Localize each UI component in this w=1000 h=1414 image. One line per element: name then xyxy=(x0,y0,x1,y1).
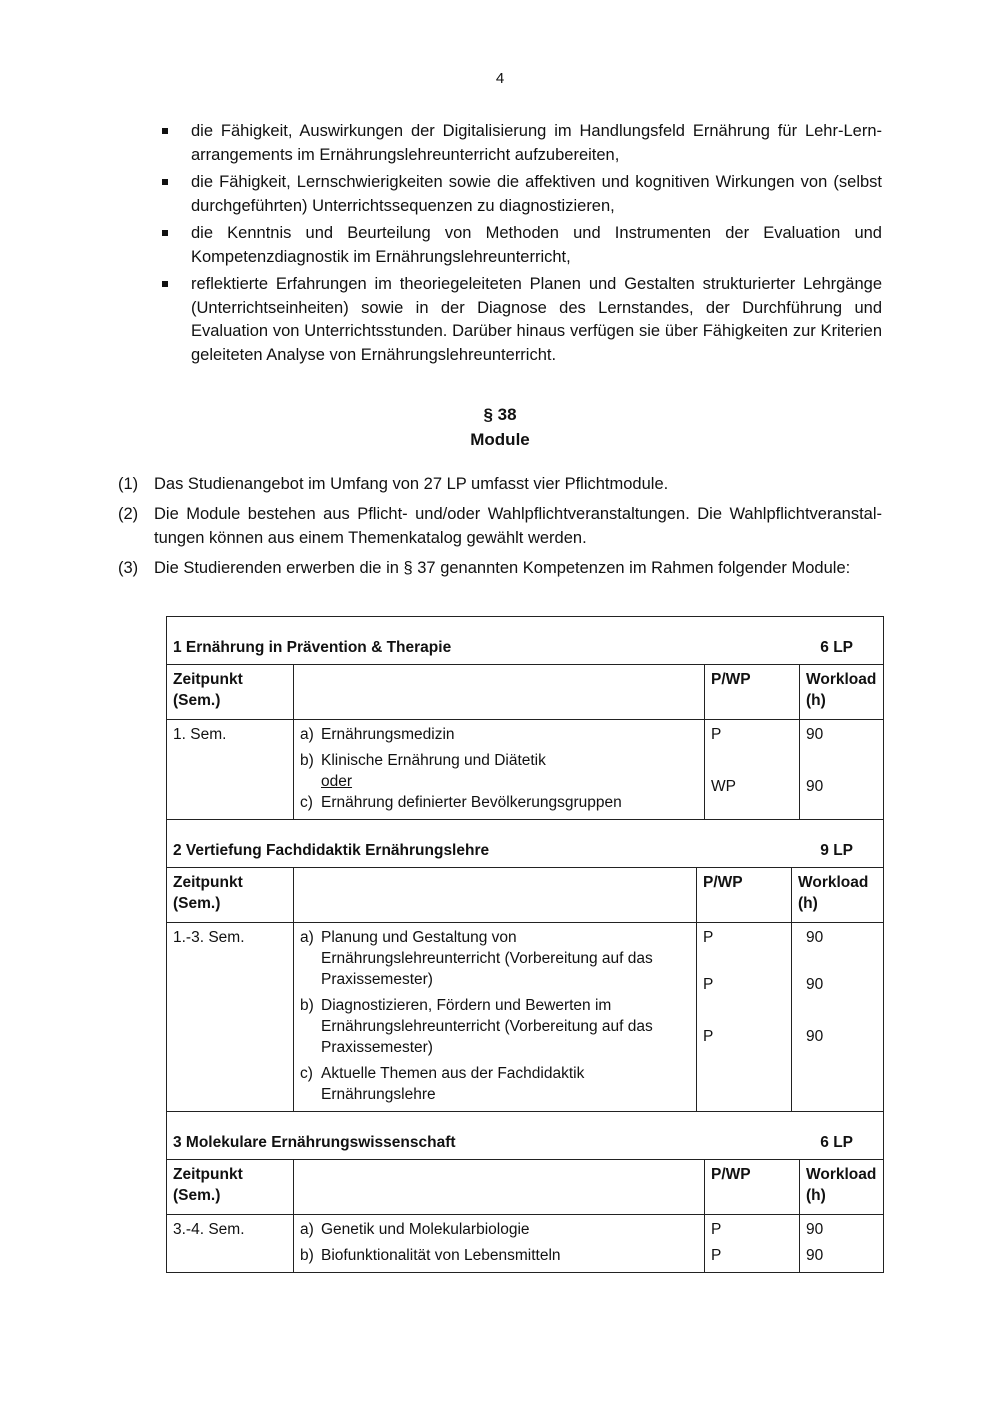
workload-cell xyxy=(800,720,884,820)
header-zeitpunkt-label: Zeitpunkt xyxy=(173,1166,243,1183)
item-text: Diagnostizieren, Fördern und Bewerten im Ernährungslehreunterricht (Vorbereitung auf das Praxissemester) xyxy=(321,997,653,1056)
list-item xyxy=(160,222,882,269)
paragraph-text: Die Studierenden erwerben die in § 37 genannten Kompetenzen im Rahmen folgender Module: xyxy=(154,559,851,577)
module-3 xyxy=(167,1111,883,1272)
square-bullet-icon xyxy=(162,281,168,287)
list-item-text: die Kenntnis und Beurteilung von Methoden und Instrumenten der Evaluation und Kompetenzdiagnostik im Ernährungslehreunterricht, xyxy=(191,224,882,266)
item-letter: b) xyxy=(300,997,314,1014)
pwp-cell xyxy=(697,923,792,1112)
table-row xyxy=(167,720,883,820)
workload-value: 90 xyxy=(806,1221,824,1238)
module-1 xyxy=(167,617,883,819)
paragraph-number: (1) xyxy=(118,475,139,493)
page-number: 4 xyxy=(495,70,505,87)
pwp-value: P xyxy=(711,1221,722,1238)
list-item-text: die Fähigkeit, Auswirkungen der Digitalisierung im Handlungsfeld Ernährung für Lehr-Lern-arrangements im Ernährungslehreunterricht aufzubereiten, xyxy=(191,122,882,164)
pwp-value: P xyxy=(703,1028,714,1045)
item-letter: a) xyxy=(300,726,314,743)
paragraph xyxy=(118,556,882,580)
list-item-text: reflektierte Erfahrungen im theoriegeleiteten Planen und Gestalten strukturierter Lehrgänge (Unterrichtseinheiten) sowie in der Diagnose des Lernstandes, der Durchführung und Evaluation von Unterrichtsstunden. Darüber hinaus verfügen sie über Fähigkeiten zur Kriterien geleiteten Analyse von Ernährungslehreunterricht. xyxy=(191,275,882,364)
paragraph-number: (2) xyxy=(118,505,139,523)
square-bullet-icon xyxy=(162,230,168,236)
course-cell xyxy=(294,1215,705,1273)
header-workload xyxy=(800,1160,884,1215)
pwp-value: P xyxy=(711,726,722,743)
semester-cell: 1. Sem. xyxy=(167,720,294,820)
header-empty xyxy=(294,1160,705,1215)
list-item-text: die Fähigkeit, Lernschwierigkeiten sowie die affektiven und kognitiven Wirkungen von (selbst durchgeführten) Unterrichtssequenzen zu diagnostizieren, xyxy=(191,173,882,215)
semester-cell: 1.-3. Sem. xyxy=(167,923,294,1112)
header-zeitpunkt xyxy=(167,1160,294,1215)
course-item xyxy=(300,927,690,990)
workload-cell xyxy=(800,1215,884,1273)
square-bullet-icon xyxy=(162,179,168,185)
header-workload-label: Workload xyxy=(806,671,877,688)
table-row xyxy=(167,1215,883,1273)
course-item xyxy=(300,995,690,1058)
module-title: 2 Vertiefung Fachdidaktik Ernährungslehre xyxy=(173,842,490,859)
header-workload-label: Workload xyxy=(798,874,869,891)
header-pwp: P/WP xyxy=(697,868,792,923)
header-zeitpunkt xyxy=(167,665,294,720)
list-item xyxy=(160,273,882,367)
square-bullet-icon xyxy=(162,128,168,134)
workload-cell xyxy=(792,923,884,1112)
section-number: § 38 xyxy=(483,405,517,424)
module-credits: 9 LP xyxy=(820,842,853,859)
section-heading xyxy=(0,402,1000,452)
or-label: oder xyxy=(321,773,353,790)
module-grid xyxy=(167,867,883,1111)
course-cell xyxy=(294,720,705,820)
workload-value: 90 xyxy=(806,1028,824,1045)
header-workload-label: Workload xyxy=(806,1166,877,1183)
module-credits: 6 LP xyxy=(820,639,853,656)
module-2 xyxy=(167,819,883,1111)
header-empty xyxy=(294,868,697,923)
workload-value: 90 xyxy=(806,726,824,743)
header-workload xyxy=(800,665,884,720)
module-title-row xyxy=(167,617,883,664)
paragraph xyxy=(118,502,882,550)
header-h-label: (h) xyxy=(798,895,818,912)
header-pwp: P/WP xyxy=(705,665,800,720)
module-title: 3 Molekulare Ernährungswissenschaft xyxy=(173,1134,456,1151)
paragraph-text: Die Module bestehen aus Pflicht- und/oder Wahlpflichtveranstaltungen. Die Wahlpflichtveranstal-tungen können aus einem Themenkatalog gewählt werden. xyxy=(154,505,882,547)
paragraph-list xyxy=(118,472,882,586)
module-grid xyxy=(167,1159,883,1272)
pwp-value: P xyxy=(711,1247,722,1264)
course-item xyxy=(300,1063,690,1105)
header-sem-label: (Sem.) xyxy=(173,895,221,912)
pwp-value: WP xyxy=(711,778,736,795)
header-pwp: P/WP xyxy=(705,1160,800,1215)
workload-value: 90 xyxy=(806,1247,824,1264)
item-text: Ernährung definierter Bevölkerungsgruppen xyxy=(321,794,622,811)
table-header-row xyxy=(167,1160,883,1215)
header-workload xyxy=(792,868,884,923)
item-letter: c) xyxy=(300,1065,313,1082)
module-title-row xyxy=(167,1112,883,1159)
header-empty xyxy=(294,665,705,720)
paragraph-text: Das Studienangebot im Umfang von 27 LP umfasst vier Pflichtmodule. xyxy=(154,475,669,493)
competence-list xyxy=(160,120,882,371)
paragraph xyxy=(118,472,882,496)
header-zeitpunkt-label: Zeitpunkt xyxy=(173,671,243,688)
course-item xyxy=(300,1245,698,1266)
item-text-group xyxy=(321,750,546,792)
header-sem-label: (Sem.) xyxy=(173,692,221,709)
course-item xyxy=(300,1219,698,1240)
item-text: Ernährungsmedizin xyxy=(321,726,455,743)
module-grid xyxy=(167,664,883,819)
list-item xyxy=(160,120,882,167)
item-text: Biofunktionalität von Lebensmitteln xyxy=(321,1247,561,1264)
course-item xyxy=(300,792,698,813)
table-header-row xyxy=(167,665,883,720)
pwp-cell xyxy=(705,720,800,820)
pwp-value: P xyxy=(703,929,714,946)
item-letter: b) xyxy=(300,1247,314,1264)
item-text: Genetik und Molekularbiologie xyxy=(321,1221,530,1238)
pwp-cell xyxy=(705,1215,800,1273)
header-h-label: (h) xyxy=(806,1187,826,1204)
item-text: Klinische Ernährung und Diätetik xyxy=(321,752,546,769)
workload-value: 90 xyxy=(806,929,824,946)
header-sem-label: (Sem.) xyxy=(173,1187,221,1204)
list-item xyxy=(160,171,882,218)
section-title: Module xyxy=(470,430,530,449)
module-credits: 6 LP xyxy=(820,1134,853,1151)
item-text: Aktuelle Themen aus der Fachdidaktik Ernährungslehre xyxy=(321,1065,585,1103)
module-title-row xyxy=(167,820,883,867)
header-h-label: (h) xyxy=(806,692,826,709)
paragraph-number: (3) xyxy=(118,559,139,577)
module-table xyxy=(166,616,884,1273)
item-letter: a) xyxy=(300,929,314,946)
item-letter: b) xyxy=(300,752,314,769)
table-header-row xyxy=(167,868,883,923)
item-letter: a) xyxy=(300,1221,314,1238)
workload-value: 90 xyxy=(806,976,824,993)
pwp-value: P xyxy=(703,976,714,993)
course-item xyxy=(300,724,698,745)
course-cell xyxy=(294,923,697,1112)
header-zeitpunkt-label: Zeitpunkt xyxy=(173,874,243,891)
item-text: Planung und Gestaltung von Ernährungslehreunterricht (Vorbereitung auf das Praxissemester) xyxy=(321,929,653,988)
module-title: 1 Ernährung in Prävention & Therapie xyxy=(173,639,452,656)
item-letter: c) xyxy=(300,794,313,811)
header-zeitpunkt xyxy=(167,868,294,923)
workload-value: 90 xyxy=(806,778,824,795)
course-item xyxy=(300,750,698,792)
semester-cell: 3.-4. Sem. xyxy=(167,1215,294,1273)
table-row xyxy=(167,923,883,1112)
